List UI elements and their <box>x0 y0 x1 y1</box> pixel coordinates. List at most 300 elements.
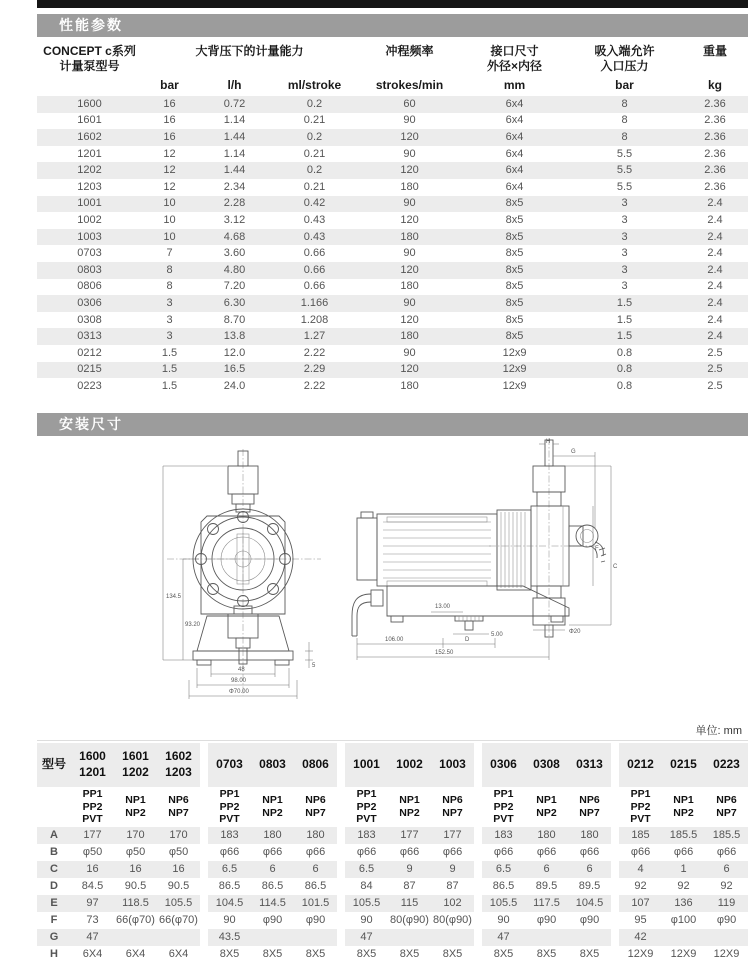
perf-model-cell: 1600 <box>37 96 142 113</box>
dim-value-cell <box>251 929 294 946</box>
dim-value-cell: 16 <box>114 861 157 878</box>
dim-row-E <box>37 895 748 912</box>
side-valve-knob <box>569 525 606 562</box>
perf-value-cell: 8 <box>621 114 628 127</box>
perf-value-cell: 1.5 <box>616 313 633 326</box>
perf-value-cell: 90 <box>357 196 462 213</box>
perf-value-cell: 2.34 <box>223 180 246 193</box>
perf-value-cell: 2.4 <box>682 196 748 213</box>
perf-value-cell: 2.29 <box>272 362 357 379</box>
perf-value-cell: 3.12 <box>223 213 246 226</box>
perf-value-cell: 0.43 <box>272 229 357 246</box>
pump-side-view-drawing <box>343 438 625 670</box>
perf-value-cell: 2.22 <box>303 346 326 359</box>
dim-value-cell <box>431 929 474 946</box>
perf-model-cell: 0703 <box>77 247 102 260</box>
dim-value-cell: 177 <box>388 827 431 844</box>
dim-value-cell: 87 <box>446 880 459 892</box>
perf-value-cell: 1.27 <box>272 328 357 345</box>
perf-value-cell: 0.21 <box>303 114 326 127</box>
group-gap <box>200 946 208 963</box>
dim-value-cell: 47 <box>71 929 114 946</box>
dim-value-cell: 6 <box>251 861 294 878</box>
dim-value-cell: 114.5 <box>251 895 294 912</box>
group-gap <box>200 787 208 827</box>
perf-value-cell: 12x9 <box>502 346 527 359</box>
perf-model-cell: 0313 <box>37 328 142 345</box>
dim-value-cell: φ100 <box>670 914 697 926</box>
perf-value-cell: 8x5 <box>505 247 524 260</box>
perf-value-cell: 1.5 <box>161 346 178 359</box>
dim-model-col-header: 0806 <box>294 743 337 787</box>
perf-value-cell: 2.5 <box>707 379 723 392</box>
dim-value-cell: 180 <box>251 827 294 844</box>
group-gap <box>337 895 345 912</box>
dim-model-col-header: 1003 <box>431 743 474 787</box>
perf-value-cell: 16 <box>142 129 197 146</box>
perf-model-cell: 1203 <box>77 180 102 193</box>
col-header-inlet-pressure <box>567 42 682 76</box>
dim-value-cell: 84.5 <box>81 880 104 892</box>
perf-model-cell: 0306 <box>37 295 142 312</box>
perf-value-cell: 0.43 <box>303 213 326 226</box>
dim-value-cell: 107 <box>619 895 662 912</box>
perf-value-cell: 180 <box>400 180 419 193</box>
dim-value-cell <box>568 929 611 946</box>
dimension-table-el <box>37 743 748 963</box>
dim-model-col-header: 0212 <box>619 743 662 787</box>
perf-value-cell: 8x5 <box>505 280 524 293</box>
dim-value-cell: 6.5 <box>345 861 388 878</box>
side-dim-13: 13.00 <box>435 604 451 610</box>
dim-row-label: H <box>50 948 58 960</box>
dim-value-cell: 180 <box>294 827 337 844</box>
perf-value-cell: 3 <box>142 328 197 345</box>
group-gap <box>337 844 345 861</box>
perf-value-cell: 8.70 <box>223 313 246 326</box>
dim-value-cell: 8X5 <box>442 948 463 960</box>
perf-value-cell: 7 <box>166 247 173 260</box>
perf-value-cell: 0.42 <box>272 196 357 213</box>
side-dim-c: C <box>613 564 618 570</box>
group-gap <box>200 895 208 912</box>
front-dim-total-height: 134.5 <box>166 594 182 600</box>
perf-value-cell: 5.5 <box>567 162 682 179</box>
group-gap <box>200 827 208 844</box>
dim-value-cell: 104.5 <box>208 895 251 912</box>
perf-value-cell: 1.208 <box>300 313 329 326</box>
dim-value-cell: 183 <box>208 827 251 844</box>
dim-value-cell: 8X5 <box>219 948 240 960</box>
perf-value-cell: 90 <box>357 295 462 312</box>
perf-row-1601 <box>37 113 748 130</box>
unit-blank <box>37 76 142 96</box>
perf-value-cell: 2.36 <box>704 147 726 160</box>
col-header-model-line1: CONCEPT c系列 <box>43 44 136 58</box>
group-gap <box>611 878 619 895</box>
dim-value-cell: 8X5 <box>493 948 514 960</box>
dim-value-cell: 6X4 <box>82 948 103 960</box>
group-gap <box>474 787 482 827</box>
perf-value-cell: 4.68 <box>197 229 272 246</box>
perf-model-cell: 1003 <box>37 229 142 246</box>
perf-row-1203 <box>37 179 748 196</box>
performance-table <box>37 42 748 395</box>
dim-value-cell: φ66 <box>442 846 463 858</box>
perf-row-0212 <box>37 345 748 362</box>
unit-ml-stroke: ml/stroke <box>287 78 342 92</box>
perf-row-0703 <box>37 245 748 262</box>
dim-value-cell: 102 <box>431 895 474 912</box>
side-dim-h: H <box>546 439 551 445</box>
perf-value-cell: 1.5 <box>567 328 682 345</box>
dim-value-cell: 6X4 <box>168 948 189 960</box>
dim-value-cell: 73 <box>86 914 99 926</box>
side-dim-106: 106.00 <box>385 637 404 643</box>
dim-row-D <box>37 878 748 895</box>
unit-bar: bar <box>160 78 179 92</box>
group-gap <box>337 743 345 787</box>
dim-value-cell: 86.5 <box>304 880 327 892</box>
perf-model-cell: 0308 <box>77 313 102 326</box>
dim-material-col-header: PP1 PP2 PVT <box>493 788 514 826</box>
dim-value-cell: 183 <box>482 827 525 844</box>
perf-value-cell: 180 <box>400 280 419 293</box>
dim-row-label: C <box>37 861 71 878</box>
front-dim-axis-height: 93.20 <box>185 622 201 628</box>
col-header-weight: 重量 <box>703 44 728 58</box>
col-header-model <box>37 42 142 76</box>
dim-material-col-header: NP6 NP7 <box>305 794 326 819</box>
perf-value-cell: 2.5 <box>707 346 723 359</box>
perf-value-cell: 120 <box>357 129 462 146</box>
dim-value-cell: 119 <box>705 895 748 912</box>
dim-value-cell: 90.5 <box>167 880 190 892</box>
front-dim-base-width: 98.00 <box>231 678 247 684</box>
perf-row-0803 <box>37 262 748 279</box>
dim-value-cell: 90 <box>497 914 510 926</box>
perf-row-1602 <box>37 129 748 146</box>
dim-model-col-header: 1600 1201 <box>71 743 114 787</box>
perf-value-cell: 1.5 <box>142 362 197 379</box>
dim-value-cell <box>662 929 705 946</box>
perf-value-cell: 8 <box>567 96 682 113</box>
group-gap <box>611 743 619 787</box>
dim-materials-blank <box>37 787 71 827</box>
group-gap <box>200 929 208 946</box>
group-gap <box>337 929 345 946</box>
dim-value-cell: 185.5 <box>662 827 705 844</box>
dim-value-cell: 87 <box>403 880 416 892</box>
unit-strokes-min: strokes/min <box>375 78 444 92</box>
perf-model-cell: 1601 <box>77 114 102 127</box>
dim-row-label: D <box>50 880 58 892</box>
group-gap <box>474 878 482 895</box>
perf-model-cell: 0806 <box>77 280 102 293</box>
perf-value-cell: 1.44 <box>197 162 272 179</box>
col-header-port-line1: 接口尺寸 <box>490 44 539 58</box>
perf-value-cell: 90 <box>403 346 416 359</box>
perf-value-cell: 1.14 <box>223 147 246 160</box>
dim-model-col-header: 0223 <box>705 743 748 787</box>
dim-row-label: B <box>50 846 58 858</box>
perf-value-cell: 8x5 <box>462 328 567 345</box>
dim-value-cell: 6 <box>568 861 611 878</box>
perf-value-cell: 0.66 <box>272 262 357 279</box>
perf-model-cell: 1001 <box>37 196 142 213</box>
dim-value-cell <box>525 929 568 946</box>
dim-value-cell: 170 <box>157 827 200 844</box>
dim-material-col-header: NP1 NP2 <box>125 794 146 819</box>
dim-value-cell: 80(φ90) <box>433 914 472 926</box>
dim-row-H <box>37 946 748 963</box>
group-gap <box>474 743 482 787</box>
perf-value-cell: 120 <box>400 313 419 326</box>
dim-value-cell: 92 <box>634 880 647 892</box>
dimension-table-body <box>37 743 748 963</box>
dim-value-cell: 12X9 <box>627 948 654 960</box>
dim-material-col-header: NP6 NP7 <box>716 794 737 819</box>
dim-value-cell: φ90 <box>716 914 737 926</box>
top-rule <box>37 0 748 8</box>
perf-value-cell: 120 <box>400 213 419 226</box>
perf-value-cell: 8 <box>567 129 682 146</box>
dim-value-cell: φ90 <box>579 914 600 926</box>
perf-value-cell: 12 <box>142 162 197 179</box>
dim-value-cell <box>157 929 200 946</box>
dim-value-cell: 6X4 <box>125 948 146 960</box>
group-gap <box>200 743 208 787</box>
dim-model-col-header: 1602 1203 <box>157 743 200 787</box>
side-dim-phi20: Φ20 <box>569 629 581 635</box>
installation-section-title: 安装尺寸 <box>59 416 123 432</box>
dim-value-cell <box>705 929 748 946</box>
dim-value-cell: 6 <box>705 861 748 878</box>
perf-value-cell: 3.60 <box>223 247 246 260</box>
dim-value-cell: φ66 <box>356 846 377 858</box>
group-gap <box>474 912 482 929</box>
perf-value-cell: 2.28 <box>197 196 272 213</box>
perf-value-cell: 90 <box>403 247 416 260</box>
perf-value-cell: 2.4 <box>707 213 723 226</box>
perf-value-cell: 16 <box>163 114 176 127</box>
unit-kg: kg <box>708 78 723 92</box>
dim-row-A <box>37 827 748 844</box>
dim-value-cell: φ90 <box>536 914 557 926</box>
perf-model-cell: 0223 <box>77 379 102 392</box>
dim-value-cell: φ66 <box>630 846 651 858</box>
dim-value-cell: 8X5 <box>356 948 377 960</box>
dim-value-cell: 104.5 <box>568 895 611 912</box>
dim-value-cell: 183 <box>345 827 388 844</box>
dim-value-cell: 12X9 <box>670 948 697 960</box>
dim-value-cell: 180 <box>525 827 568 844</box>
perf-value-cell: 6x4 <box>462 96 567 113</box>
perf-model-cell: 1602 <box>37 129 142 146</box>
perf-row-0306 <box>37 295 748 312</box>
perf-row-0806 <box>37 279 748 296</box>
dim-value-cell: φ50 <box>168 846 189 858</box>
dim-models-header-row <box>37 743 748 787</box>
perf-value-cell: 1.5 <box>161 379 178 392</box>
perf-value-cell: 2.4 <box>682 295 748 312</box>
perf-value-cell: 120 <box>357 262 462 279</box>
side-dim-d: D <box>465 637 470 643</box>
performance-section-header <box>37 14 748 37</box>
perf-row-0215 <box>37 362 748 379</box>
dim-value-cell: 66(φ70) <box>159 914 198 926</box>
dim-value-cell <box>294 929 337 946</box>
dim-value-cell: φ66 <box>305 846 326 858</box>
dim-model-col-header: 1001 <box>345 743 388 787</box>
dim-value-cell: 8X5 <box>262 948 283 960</box>
perf-value-cell: 180 <box>357 229 462 246</box>
group-gap <box>611 844 619 861</box>
dim-value-cell: φ90 <box>305 914 326 926</box>
perf-value-cell: 5.5 <box>616 147 633 160</box>
group-gap <box>200 878 208 895</box>
perf-value-cell: 6.30 <box>197 295 272 312</box>
dim-value-cell: 90 <box>360 914 373 926</box>
dim-value-cell: φ66 <box>716 846 737 858</box>
perf-value-cell: 0.8 <box>567 362 682 379</box>
dim-value-cell: φ66 <box>262 846 283 858</box>
unit-note: 单位: mm <box>695 725 742 737</box>
perf-value-cell: 90 <box>403 114 416 127</box>
group-gap <box>474 844 482 861</box>
group-gap <box>611 912 619 929</box>
dim-value-cell: 43.5 <box>208 929 251 946</box>
perf-value-cell: 8 <box>142 262 197 279</box>
perf-value-cell: 180 <box>357 328 462 345</box>
perf-value-cell: 2.4 <box>682 262 748 279</box>
perf-value-cell: 2.4 <box>707 313 723 326</box>
perf-value-cell: 1.14 <box>223 114 246 127</box>
dim-material-col-header: PP1 PP2 PVT <box>630 788 651 826</box>
dim-value-cell: 1 <box>662 861 705 878</box>
dim-value-cell: 105.5 <box>157 895 200 912</box>
group-gap <box>474 946 482 963</box>
perf-row-1202 <box>37 162 748 179</box>
perf-value-cell: 12 <box>163 180 176 193</box>
dim-model-col-header: 0215 <box>662 743 705 787</box>
dim-value-cell: 80(φ90) <box>390 914 429 926</box>
dim-value-cell <box>388 929 431 946</box>
dim-value-cell: 92 <box>677 880 690 892</box>
perf-value-cell: 12 <box>163 147 176 160</box>
dim-value-cell: 115 <box>388 895 431 912</box>
unit-inlet-bar: bar <box>615 78 634 92</box>
dim-material-col-header: NP1 NP2 <box>262 794 283 819</box>
perf-value-cell: 3 <box>166 313 173 326</box>
group-gap <box>611 946 619 963</box>
dim-row-F <box>37 912 748 929</box>
performance-table-body <box>37 96 748 395</box>
dim-row-label: A <box>37 827 71 844</box>
dim-value-cell: 16 <box>157 861 200 878</box>
perf-model-cell: 0803 <box>37 262 142 279</box>
dim-material-col-header: PP1 PP2 PVT <box>82 788 103 826</box>
perf-value-cell: 2.36 <box>682 162 748 179</box>
perf-row-1003 <box>37 229 748 246</box>
perf-value-cell: 0.8 <box>616 346 633 359</box>
dim-value-cell: 8X5 <box>579 948 600 960</box>
col-header-stroke-frequency: 冲程频率 <box>385 44 434 58</box>
perf-value-cell: 180 <box>400 379 419 392</box>
dim-value-cell: 89.5 <box>535 880 558 892</box>
side-power-cord <box>352 590 383 636</box>
dim-row-label: F <box>50 914 58 926</box>
perf-value-cell: 3 <box>142 295 197 312</box>
unit-mm: mm <box>503 78 526 92</box>
dim-value-cell: 9 <box>388 861 431 878</box>
perf-model-cell: 1202 <box>37 162 142 179</box>
perf-value-cell: 10 <box>142 229 197 246</box>
dim-model-col-header: 1601 1202 <box>114 743 157 787</box>
dim-row-G <box>37 929 748 946</box>
front-centerlines <box>167 449 321 696</box>
side-dim-152: 152.50 <box>435 650 454 656</box>
perf-value-cell: 2.22 <box>303 379 326 392</box>
front-dim-foot: 5 <box>312 663 316 669</box>
perf-value-cell: 10 <box>163 213 176 226</box>
dim-value-cell: 105.5 <box>482 895 525 912</box>
perf-value-cell: 16.5 <box>197 362 272 379</box>
dim-label-header: 型号 <box>37 743 71 787</box>
group-gap <box>337 787 345 827</box>
dim-value-cell: φ66 <box>493 846 514 858</box>
perf-value-cell: 90 <box>403 147 416 160</box>
perf-model-cell: 1201 <box>77 147 102 160</box>
perf-value-cell: 10 <box>142 196 197 213</box>
perf-value-cell: 7.20 <box>223 280 246 293</box>
dim-value-cell: φ66 <box>219 846 240 858</box>
group-gap <box>474 861 482 878</box>
perf-value-cell: 2.4 <box>682 328 748 345</box>
group-gap <box>337 861 345 878</box>
perf-value-cell: 1.5 <box>567 295 682 312</box>
perf-value-cell: 0.72 <box>197 96 272 113</box>
side-bracket-ribs <box>497 510 531 590</box>
perf-value-cell: 6x4 <box>462 129 567 146</box>
perf-value-cell: 1.44 <box>197 129 272 146</box>
dim-value-cell: 6 <box>294 861 337 878</box>
group-gap <box>200 912 208 929</box>
dim-value-cell: 47 <box>482 929 525 946</box>
perf-value-cell: 12x9 <box>462 362 567 379</box>
dim-value-cell: 117.5 <box>525 895 568 912</box>
col-header-port-size <box>462 42 567 76</box>
perf-value-cell: 12.0 <box>223 346 246 359</box>
perf-value-cell: 6x4 <box>505 180 524 193</box>
dim-value-cell: 47 <box>345 929 388 946</box>
dim-value-cell: 12X9 <box>713 948 740 960</box>
dim-value-cell: 8X5 <box>305 948 326 960</box>
perf-value-cell: 2.36 <box>704 114 726 127</box>
performance-table-head <box>37 42 748 96</box>
dimension-table <box>37 740 748 963</box>
dim-row-label: E <box>37 895 71 912</box>
dim-value-cell: 136 <box>662 895 705 912</box>
dim-value-cell: 86.5 <box>492 880 515 892</box>
dim-value-cell: 180 <box>568 827 611 844</box>
group-gap <box>611 895 619 912</box>
dim-value-cell: 89.5 <box>578 880 601 892</box>
dim-value-cell: 6.5 <box>208 861 251 878</box>
perf-value-cell: 3 <box>567 196 682 213</box>
perf-row-0308 <box>37 312 748 329</box>
dim-material-col-header: PP1 PP2 PVT <box>356 788 377 826</box>
